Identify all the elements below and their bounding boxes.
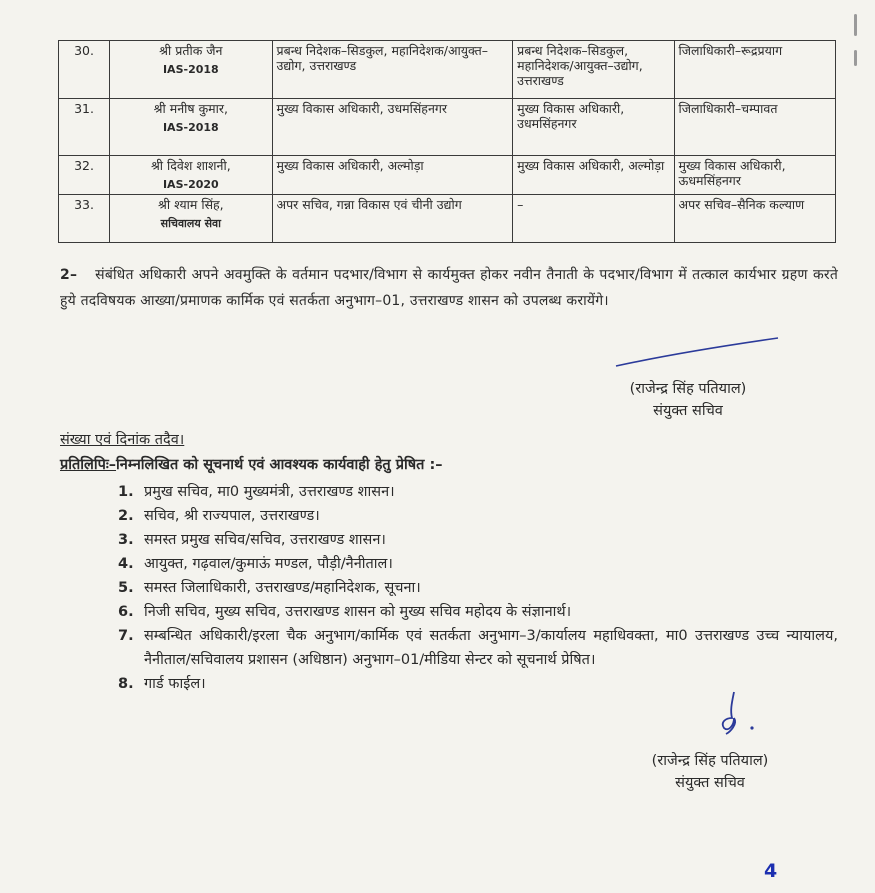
officer-name: श्री प्रतीक जैन xyxy=(159,43,223,58)
serial-cell: 30. xyxy=(59,41,110,99)
new-post-cell: जिलाधिकारी–चम्पावत xyxy=(674,99,835,156)
list-number: 3. xyxy=(118,532,134,548)
table-row xyxy=(59,156,836,195)
list-item xyxy=(118,480,838,504)
relieved-post-cell: मुख्य विकास अधिकारी, उधमसिंहनगर xyxy=(513,99,674,156)
paragraph-text: संबंधित अधिकारी अपने अवमुक्ति के वर्तमान पदभार/विभाग से कार्यमुक्त होकर नवीन तैनाती के पदभार/विभाग में तत्काल कार्यभार ग्रहण करते हुये तदविषयक आख्या/प्रमाणक कार्मिक एवं सतर्कता अनुभाग–01, उत्तराखण्ड शासन को उपलब्ध करायेंगे। xyxy=(60,267,838,309)
officer-service: सचिवालय सेवा xyxy=(160,217,221,230)
list-item xyxy=(118,504,838,528)
new-post-cell: अपर सचिव–सैनिक कल्याण xyxy=(674,195,835,243)
list-item xyxy=(118,552,838,576)
initials-signature-icon xyxy=(712,688,762,736)
copy-to-heading xyxy=(60,454,443,474)
list-text: सम्बन्धित अधिकारी/इरला चैक अनुभाग/कार्मिक एवं सतर्कता अनुभाग–3/कार्यालय महाधिवक्ता, मा0 उत्तराखण्ड उच्च न्यायालय, नैनीताल/सचिवालय प्रशासन (अधिष्ठान) अनुभाग–01/मीडिया सेन्टर को सूचनार्थ प्रेषित। xyxy=(144,628,838,668)
list-text: आयुक्त, गढ़वाल/कुमाऊं मण्डल, पौड़ी/नैनीताल। xyxy=(144,556,393,572)
current-post-cell: मुख्य विकास अधिकारी, अल्मोड़ा xyxy=(272,156,513,195)
serial-cell: 33. xyxy=(59,195,110,243)
signatory-name: (राजेन्द्र सिंह पतियाल) xyxy=(651,753,769,769)
relieved-post-cell: प्रबन्ध निदेशक–सिडकुल, महानिदेशक/आयुक्त–उद्योग, उत्तराखण्ड xyxy=(513,41,674,99)
page-number: 4 xyxy=(764,860,778,882)
list-item xyxy=(118,624,838,672)
list-item xyxy=(118,528,838,552)
reference-line: संख्या एवं दिनांक तदैव। xyxy=(60,432,185,448)
officer-service: IAS-2018 xyxy=(162,63,219,76)
edge-mark xyxy=(854,50,857,66)
transfer-table xyxy=(58,40,836,243)
instruction-paragraph xyxy=(60,262,838,314)
list-text: समस्त प्रमुख सचिव/सचिव, उत्तराखण्ड शासन। xyxy=(144,532,386,548)
relieved-post-cell: – xyxy=(513,195,674,243)
officer-name: श्री मनीष कुमार, xyxy=(153,101,228,116)
serial-cell: 31. xyxy=(59,99,110,156)
table-row xyxy=(59,99,836,156)
list-number: 8. xyxy=(118,676,134,692)
officer-name: श्री श्याम सिंह, xyxy=(158,197,224,212)
officer-name: श्री दिवेश शाशनी, xyxy=(150,158,231,173)
table-row xyxy=(59,41,836,99)
signatory-name: (राजेन्द्र सिंह पतियाल) xyxy=(629,381,747,397)
list-text: निजी सचिव, मुख्य सचिव, उत्तराखण्ड शासन को मुख्य सचिव महोदय के संज्ञानार्थ। xyxy=(144,604,572,620)
distribution-list xyxy=(118,480,838,696)
list-text: सचिव, श्री राज्यपाल, उत्तराखण्ड। xyxy=(144,508,320,524)
list-number: 7. xyxy=(118,628,134,644)
current-post-cell: प्रबन्ध निदेशक–सिडकुल, महानिदेशक/आयुक्त–उद्योग, उत्तराखण्ड xyxy=(272,41,513,99)
edge-mark xyxy=(854,14,857,36)
officer-service: IAS-2020 xyxy=(162,178,219,191)
signature-stroke-icon xyxy=(612,334,782,370)
list-text: समस्त जिलाधिकारी, उत्तराखण्ड/महानिदेशक, सूचना। xyxy=(144,580,421,596)
list-number: 2. xyxy=(118,508,134,524)
signature-block-top xyxy=(588,378,788,422)
serial-cell: 32. xyxy=(59,156,110,195)
relieved-post-cell: मुख्य विकास अधिकारी, अल्मोड़ा xyxy=(513,156,674,195)
list-item xyxy=(118,576,838,600)
list-text: गार्ड फाईल। xyxy=(144,676,206,692)
officer-cell xyxy=(110,156,272,195)
signatory-designation: संयुक्त सचिव xyxy=(653,403,723,419)
list-number: 5. xyxy=(118,580,134,596)
new-post-cell: जिलाधिकारी–रूद्रप्रयाग xyxy=(674,41,835,99)
paragraph-number: 2– xyxy=(60,267,78,283)
list-item xyxy=(118,600,838,624)
copy-to-label: प्रतिलिपिः– xyxy=(60,457,117,473)
table-row xyxy=(59,195,836,243)
current-post-cell: मुख्य विकास अधिकारी, उधमसिंहनगर xyxy=(272,99,513,156)
list-number: 4. xyxy=(118,556,134,572)
new-post-cell: मुख्य विकास अधिकारी, ऊधमसिंहनगर xyxy=(674,156,835,195)
copy-to-text: निम्नलिखित को सूचनार्थ एवं आवश्यक कार्यवाही हेतु प्रेषित :– xyxy=(116,457,443,473)
officer-cell xyxy=(110,99,272,156)
officer-cell xyxy=(110,41,272,99)
list-text: प्रमुख सचिव, मा0 मुख्यमंत्री, उत्तराखण्ड शासन। xyxy=(144,484,395,500)
officer-cell xyxy=(110,195,272,243)
list-number: 1. xyxy=(118,484,134,500)
signatory-designation: संयुक्त सचिव xyxy=(675,775,745,791)
signature-block-bottom xyxy=(610,750,810,794)
list-number: 6. xyxy=(118,604,134,620)
current-post-cell: अपर सचिव, गन्ना विकास एवं चीनी उद्योग xyxy=(272,195,513,243)
officer-service: IAS-2018 xyxy=(162,121,219,134)
